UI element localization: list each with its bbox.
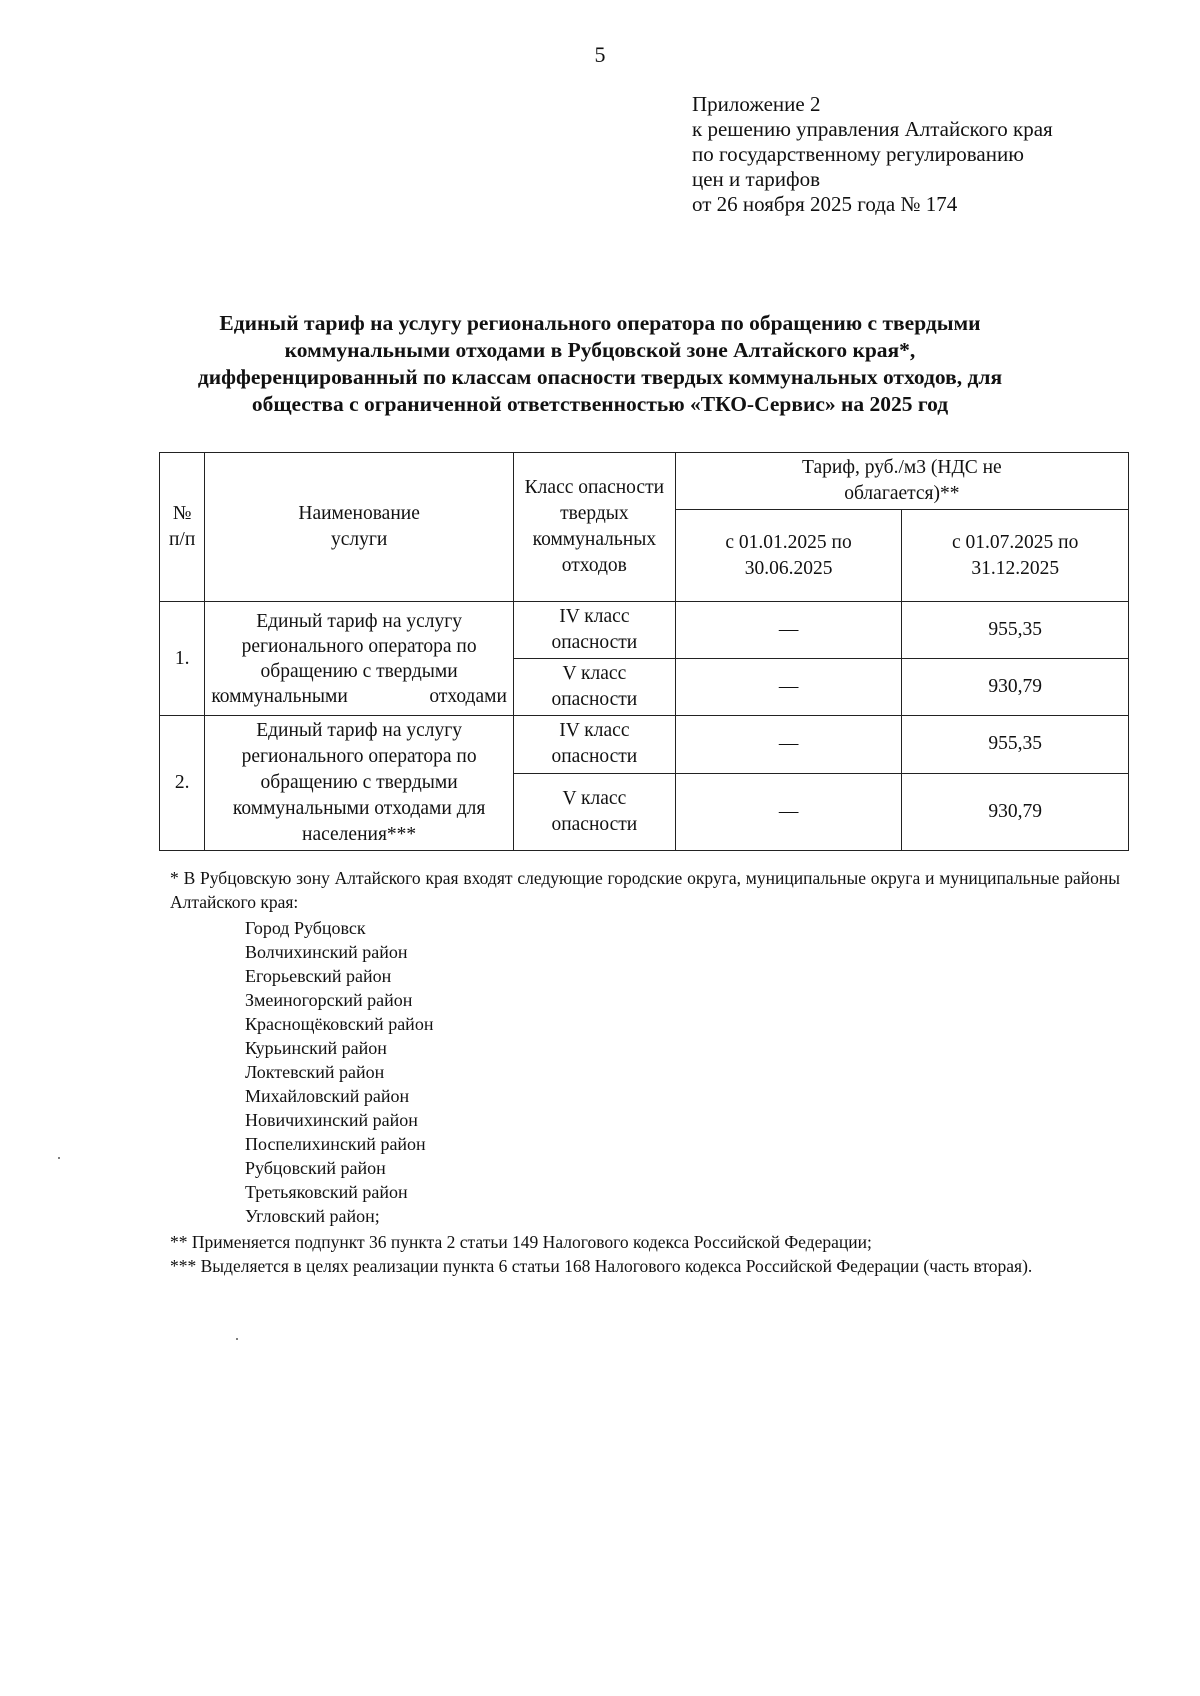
header-name: Наименование услуги (205, 453, 514, 602)
footnotes (170, 866, 1120, 1278)
district-list (245, 916, 1120, 1228)
scan-speck (58, 1157, 60, 1159)
page-number: 5 (594, 42, 606, 67)
tariff-period-1: — (675, 773, 902, 850)
appendix-line: цен и тарифов (692, 167, 821, 191)
document-title (150, 310, 1050, 418)
header-period-1: с 01.01.2025 по 30.06.2025 (675, 510, 902, 602)
list-item: Курьинский район (245, 1038, 387, 1058)
service-name: Единый тариф на услугу регионального оператора по обращению с твердыми коммунальными отходами (205, 602, 514, 716)
list-item: Третьяковский район (245, 1182, 408, 1202)
appendix-line: по государственному регулированию (692, 142, 1024, 166)
title-line: Единый тариф на услугу регионального оператора по обращению с твердыми (219, 311, 981, 335)
list-item: Егорьевский район (245, 966, 392, 986)
hazard-class: IV класс опасности (513, 602, 675, 659)
appendix-line: Приложение 2 (692, 92, 821, 116)
list-item: Новичихинский район (245, 1110, 418, 1130)
tariff-period-1: — (675, 716, 902, 774)
list-item: Город Рубцовск (245, 918, 366, 938)
hazard-class: V класс опасности (513, 659, 675, 716)
footnote-zone: * В Рубцовскую зону Алтайского края входят следующие городские округа, муниципальные округа и муниципальные районы Алтайского края: (170, 868, 1120, 912)
appendix-block (692, 92, 1053, 217)
appendix-line: к решению управления Алтайского края (692, 117, 1053, 141)
tariff-table (159, 452, 1129, 851)
list-item: Рубцовский район (245, 1158, 386, 1178)
hazard-class: IV класс опасности (513, 716, 675, 774)
header-period-2: с 01.07.2025 по 31.12.2025 (902, 510, 1129, 602)
hazard-class: V класс опасности (513, 773, 675, 850)
tariff-period-1: — (675, 659, 902, 716)
header-class: Класс опасности твердых коммунальных отходов (513, 453, 675, 602)
tariff-period-2: 930,79 (902, 773, 1129, 850)
row-num: 2. (160, 716, 205, 851)
tariff-period-2: 955,35 (902, 602, 1129, 659)
title-line: коммунальными отходами в Рубцовской зоне Алтайского края*, (284, 338, 916, 362)
title-line: дифференцированный по классам опасности твердых коммунальных отходов, для (197, 365, 1003, 389)
tariff-period-2: 930,79 (902, 659, 1129, 716)
row-num: 1. (160, 602, 205, 716)
header-tariff: Тариф, руб./м3 (НДС не облагается)** (675, 453, 1128, 510)
list-item: Волчихинский район (245, 942, 408, 962)
scan-speck (236, 1338, 238, 1340)
list-item: Угловский район; (245, 1206, 380, 1226)
title-line: общества с ограниченной ответственностью «ТКО-Сервис» на 2025 год (251, 392, 949, 416)
header-num: № п/п (160, 453, 205, 602)
list-item: Михайловский район (245, 1086, 410, 1106)
table-row (160, 602, 1129, 659)
tariff-period-2: 955,35 (902, 716, 1129, 774)
list-item: Поспелихинский район (245, 1134, 426, 1154)
table-row (160, 716, 1129, 774)
footnote-vat: ** Применяется подпункт 36 пункта 2 статьи 149 Налогового кодекса Российской Федерации; (170, 1232, 872, 1252)
tariff-period-1: — (675, 602, 902, 659)
appendix-line: от 26 ноября 2025 года № 174 (692, 192, 958, 216)
list-item: Краснощёковский район (245, 1014, 434, 1034)
footnote-population: *** Выделяется в целях реализации пункта 6 статьи 168 Налогового кодекса Российской Федерации (часть вторая). (170, 1256, 1033, 1276)
list-item: Змеиногорский район (245, 990, 413, 1010)
service-name: Единый тариф на услугу регионального оператора по обращению с твердыми коммунальными отходами для населения*** (205, 716, 514, 851)
list-item: Локтевский район (245, 1062, 385, 1082)
